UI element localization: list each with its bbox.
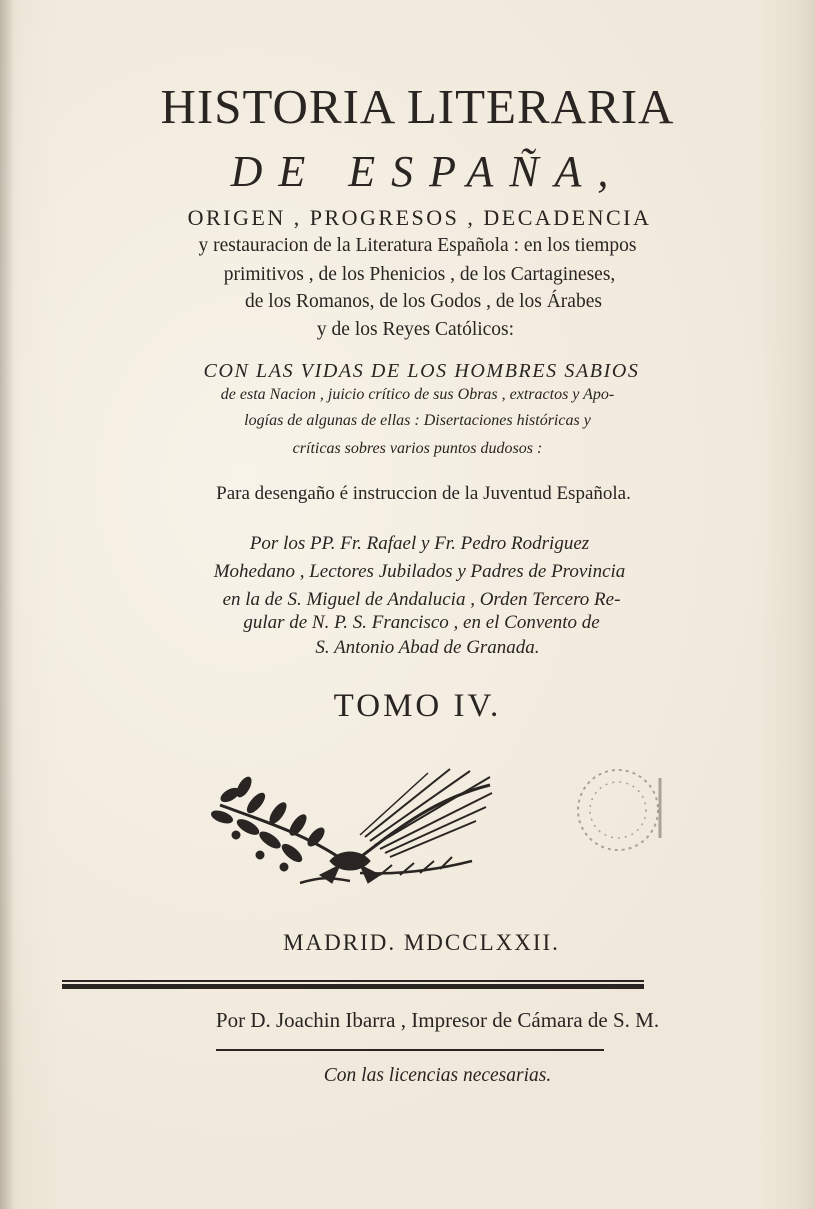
authors-line-1: Por los PP. Fr. Rafael y Fr. Pedro Rodriguez [249,533,590,554]
authors-line-5: S. Antonio Abad de Granada. [315,637,540,658]
contents-line-3: críticas sobres varios puntos dudosos : [292,440,543,457]
subtitle-line-2: primitivos , de los Phenicios , de los Cartagineses, [223,264,616,285]
contents-line-2: logías de algunas de ellas : Disertaciones históricas y [244,412,591,429]
imprint-printer: Por D. Joachin Ibarra , Impresor de Cámara de S. M. [215,1008,660,1032]
subtitle-line-4: y de los Reyes Católicos: [316,319,515,340]
title-line-2: DE ESPAÑA, [230,147,625,196]
imprint-license: Con las licencias necesarias. [323,1065,552,1086]
library-stamp-icon [574,738,669,878]
subtitle-line-1: y restauracion de la Literatura Española : en los tiempos [198,235,637,256]
contents-line-1: de esta Nacion , juicio crítico de sus Obras , extractos y Apo- [220,386,615,403]
subtitle-line-3: de los Romanos, de los Godos , de los Árabes [245,291,602,312]
printers-ornament-icon [200,765,500,890]
volume-number: TOMO IV. [333,688,502,724]
contents-heading: CON LAS VIDAS DE LOS HOMBRES SABIOS [203,360,640,382]
title-line-1: HISTORIA LITERARIA [160,79,675,134]
authors-line-4: gular de N. P. S. Francisco , en el Convento de [243,612,600,633]
subtitle-origin: ORIGEN , PROGRESOS , DECADENCIA [187,205,652,230]
thin-rule-divider [216,1049,604,1051]
double-rule-divider [62,980,644,989]
purpose-line: Para desengaño é instruccion de la Juventud Española. [216,483,631,504]
imprint-place-date: MADRID. MDCCLXXII. [283,930,560,955]
authors-line-3: en la de S. Miguel de Andalucia , Orden Tercero Re- [222,589,621,610]
authors-line-2: Mohedano , Lectores Jubilados y Padres de Provincia [213,561,626,582]
